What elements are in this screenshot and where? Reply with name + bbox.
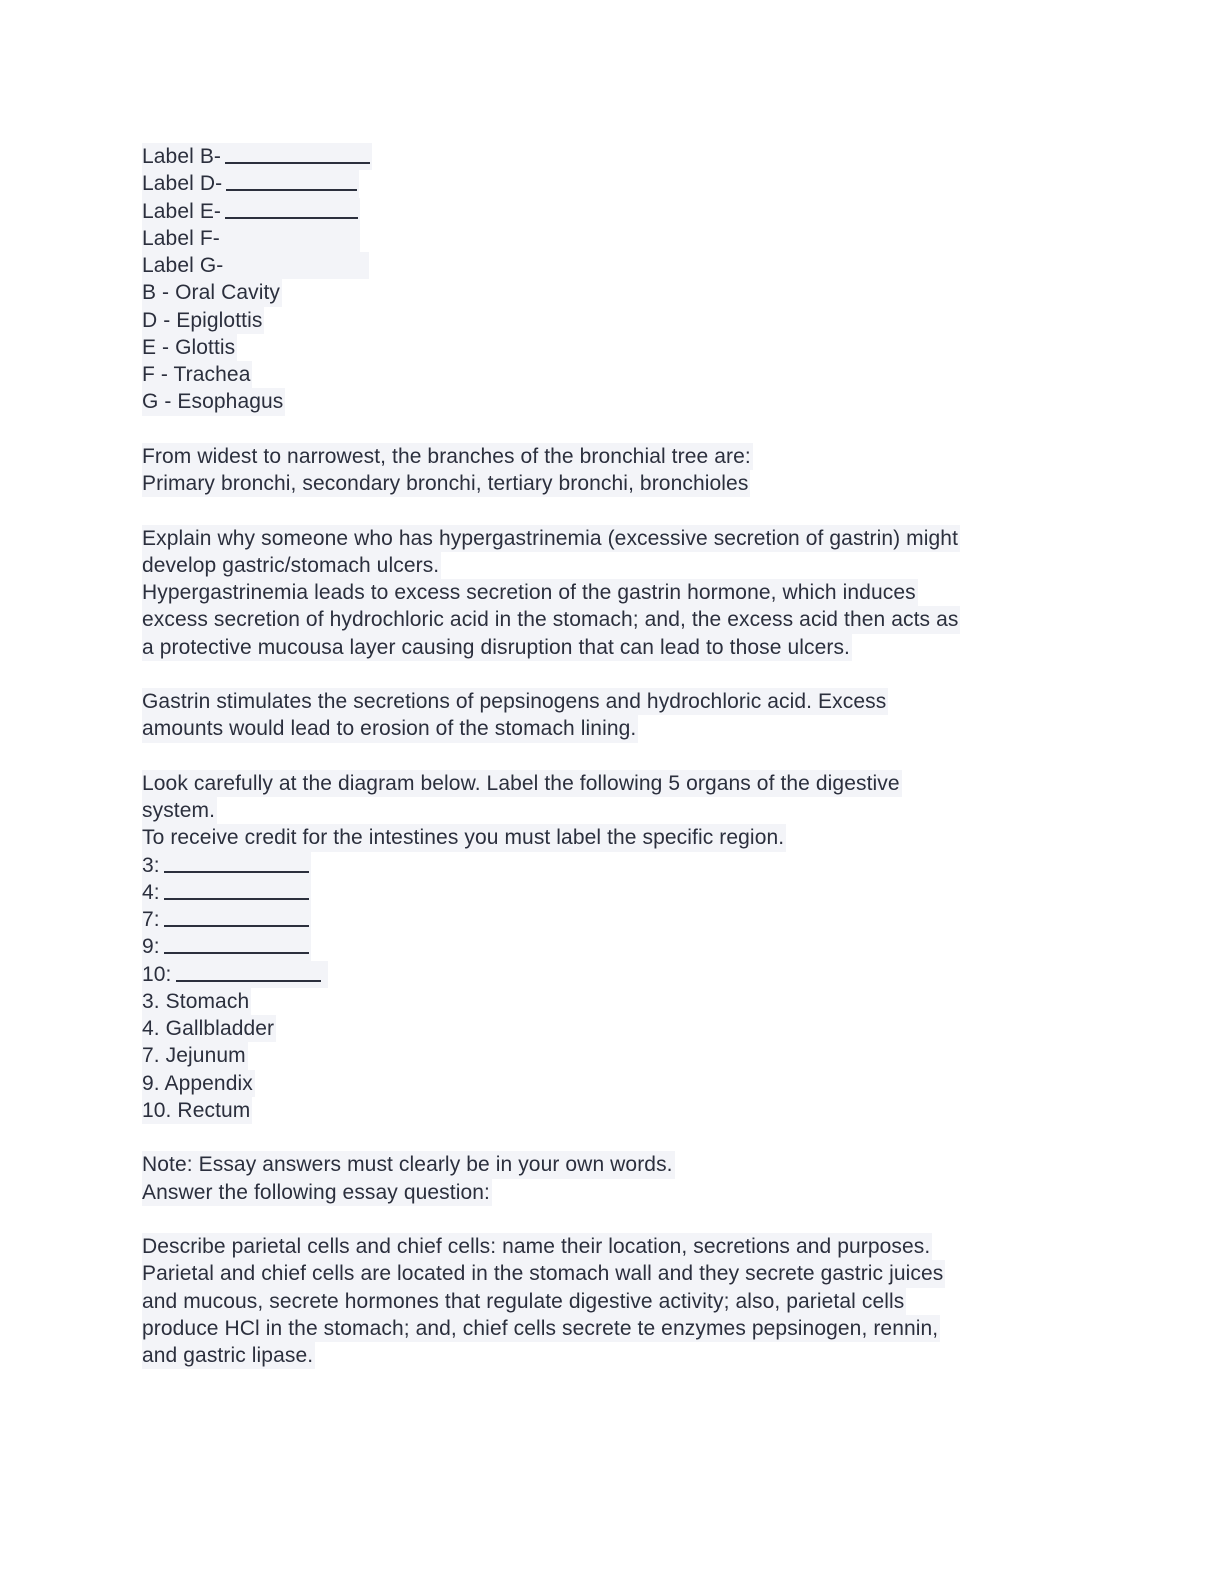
- answer-text: amounts would lead to erosion of the stomach lining.: [142, 715, 638, 742]
- organ-10-line: [142, 961, 328, 988]
- answer-text: and mucous, secrete hormones that regulate digestive activity; also, parietal cells: [142, 1288, 906, 1315]
- question-text: develop gastric/stomach ulcers.: [142, 552, 441, 579]
- answer-text: D - Epiglottis: [142, 307, 264, 334]
- note-text: Note: Essay answers must clearly be in your own words.: [142, 1151, 675, 1178]
- answer-text: Parietal and chief cells are located in the stomach wall and they secrete gastric juices: [142, 1260, 945, 1287]
- organ-4-line: [142, 879, 311, 906]
- answer-text: 7. Jejunum: [142, 1042, 248, 1069]
- organ-7-line: [142, 906, 311, 933]
- answer-blank[interactable]: [176, 961, 321, 982]
- label-b-line: [142, 143, 372, 170]
- answer-text: G - Esophagus: [142, 388, 285, 415]
- answer-text: produce HCl in the stomach; and, chief cells secrete te enzymes pepsinogen, rennin,: [142, 1315, 940, 1342]
- answer-blank[interactable]: [164, 852, 309, 873]
- label-d-line: [142, 170, 359, 197]
- question-text: Describe parietal cells and chief cells: name their location, secretions and purposes.: [142, 1233, 932, 1260]
- answer-text: E - Glottis: [142, 334, 237, 361]
- instruction-text: Answer the following essay question:: [142, 1179, 492, 1206]
- answer-blank[interactable]: [164, 879, 309, 900]
- answer-blank[interactable]: [225, 198, 358, 219]
- label-b-prompt: Label B-: [142, 145, 222, 168]
- label-g-line: [142, 252, 369, 279]
- answer-text: 9. Appendix: [142, 1070, 255, 1097]
- answer-text: and gastric lipase.: [142, 1342, 315, 1369]
- organ-3-line: [142, 852, 311, 879]
- organ-prompt: 9:: [142, 935, 160, 959]
- answer-text: a protective mucousa layer causing disruption that can lead to those ulcers.: [142, 634, 852, 661]
- answer-text: Gastrin stimulates the secretions of pepsinogens and hydrochloric acid. Excess: [142, 688, 888, 715]
- organ-9-line: [142, 933, 311, 960]
- label-g-prompt: Label G-: [142, 254, 224, 277]
- instruction-text: system.: [142, 797, 217, 824]
- answer-text: 4. Gallbladder: [142, 1015, 276, 1042]
- label-f-prompt: Label F-: [142, 226, 220, 250]
- label-e-prompt: Label E-: [142, 199, 222, 223]
- answer-text: 10. Rectum: [142, 1097, 252, 1124]
- organ-prompt: 7:: [142, 908, 160, 931]
- organ-prompt: 3:: [142, 853, 160, 877]
- answer-text: B - Oral Cavity: [142, 279, 282, 306]
- instruction-text: To receive credit for the intestines you must label the specific region.: [142, 824, 786, 851]
- answer-blank[interactable]: [226, 170, 357, 191]
- label-e-line: [142, 198, 360, 225]
- organ-prompt: 4:: [142, 880, 160, 904]
- label-f-line: [142, 225, 360, 252]
- instruction-text: Look carefully at the diagram below. Label the following 5 organs of the digestive: [142, 770, 902, 797]
- answer-blank[interactable]: [164, 933, 309, 954]
- answer-text: Hypergastrinemia leads to excess secretion of the gastrin hormone, which induces: [142, 579, 918, 606]
- answer-text: F - Trachea: [142, 361, 252, 388]
- answer-blank[interactable]: [164, 906, 309, 927]
- question-text: Explain why someone who has hypergastrinemia (excessive secretion of gastrin) might: [142, 525, 960, 552]
- question-text: From widest to narrowest, the branches of the bronchial tree are:: [142, 443, 753, 470]
- organ-prompt: 10:: [142, 962, 172, 986]
- label-d-prompt: Label D-: [142, 172, 223, 196]
- answer-blank[interactable]: [225, 143, 370, 164]
- answer-text: Primary bronchi, secondary bronchi, tertiary bronchi, bronchioles: [142, 470, 750, 497]
- answer-text: 3. Stomach: [142, 988, 251, 1015]
- document-page: [142, 143, 1082, 1369]
- answer-text: excess secretion of hydrochloric acid in the stomach; and, the excess acid then acts as: [142, 606, 960, 633]
